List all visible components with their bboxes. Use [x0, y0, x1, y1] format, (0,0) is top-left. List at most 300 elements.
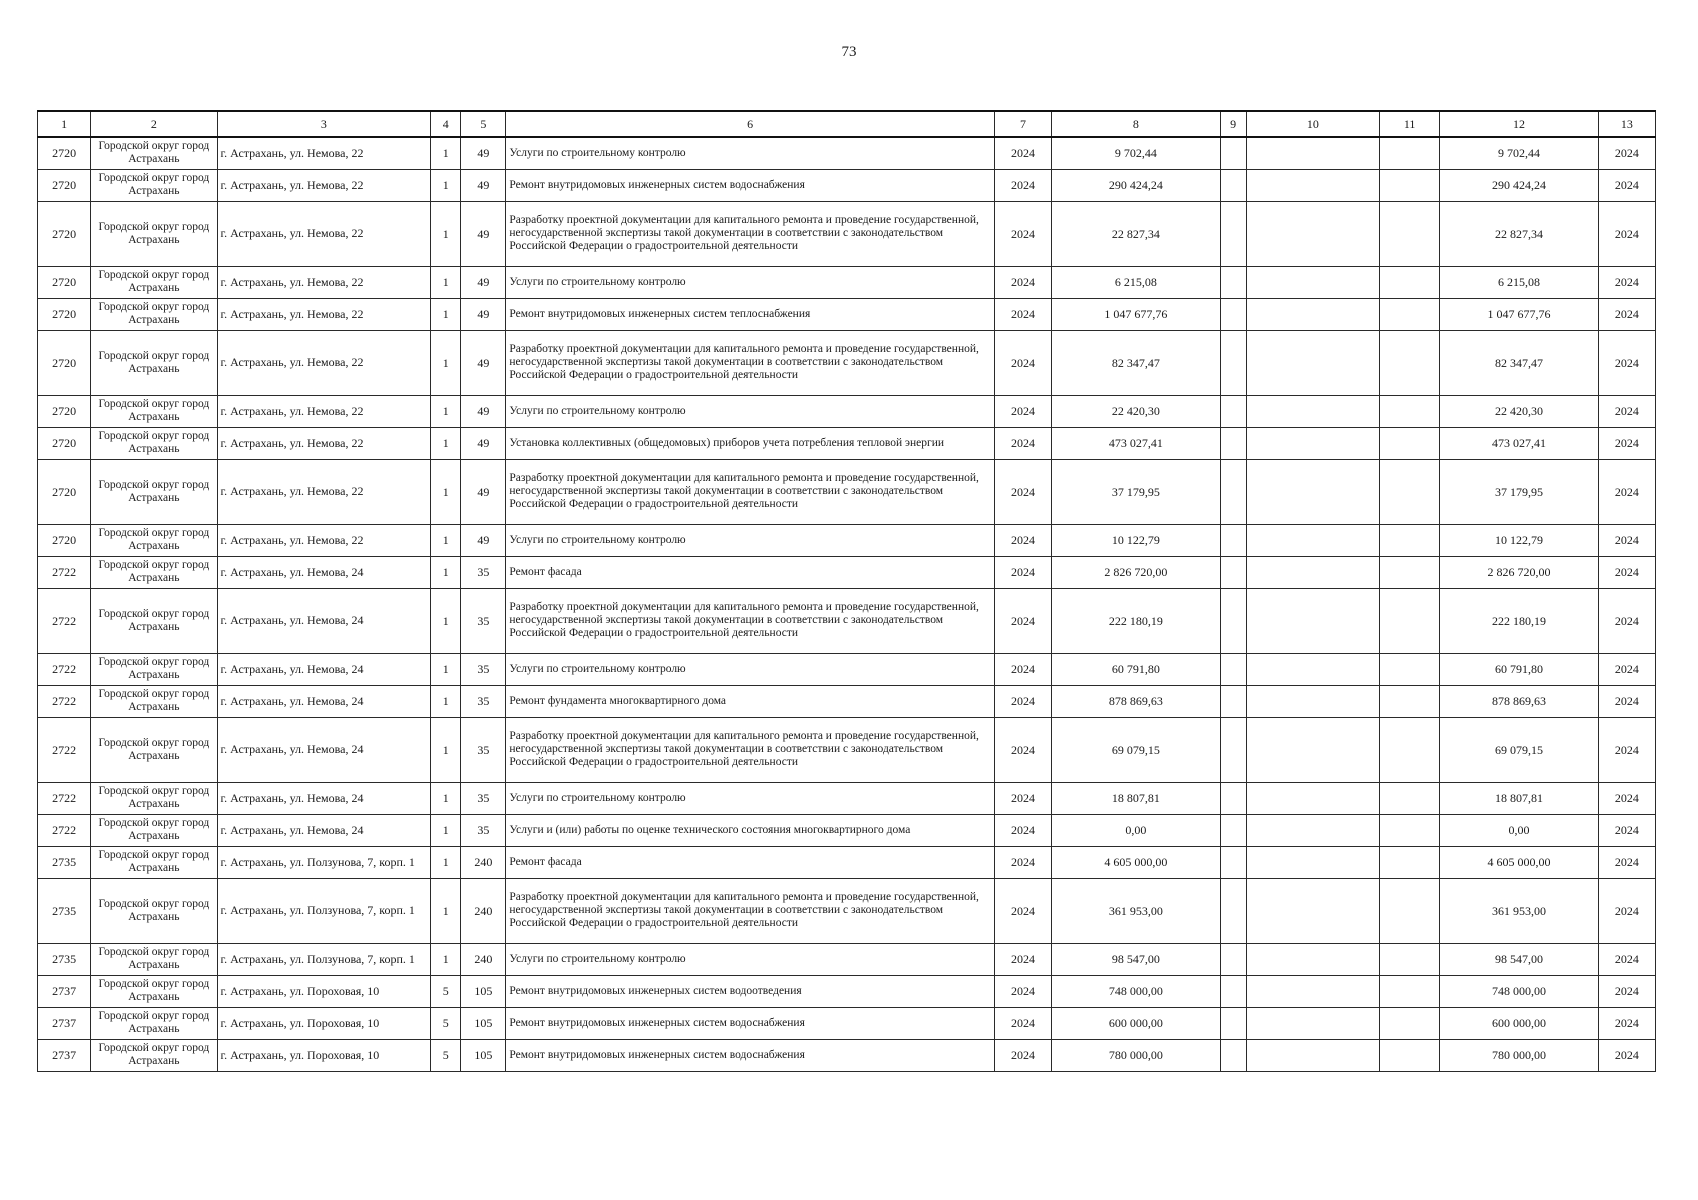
total-cell: 82 347,47 — [1440, 330, 1598, 395]
total-cell: 290 424,24 — [1440, 169, 1598, 201]
column-9-cell — [1220, 1039, 1246, 1071]
column-4-cell: 1 — [431, 201, 461, 266]
year-cell: 2024 — [994, 298, 1051, 330]
address-cell: г. Астрахань, ул. Немова, 22 — [217, 137, 431, 169]
row-id: 2722 — [38, 653, 91, 685]
amount-cell: 10 122,79 — [1052, 524, 1221, 556]
year-cell: 2024 — [994, 137, 1051, 169]
table-row — [38, 201, 1656, 266]
table-row — [38, 1007, 1656, 1039]
amount-cell: 0,00 — [1052, 814, 1221, 846]
table-row — [38, 814, 1656, 846]
column-4-cell: 1 — [431, 330, 461, 395]
year-cell: 2024 — [994, 653, 1051, 685]
year-cell: 2024 — [994, 524, 1051, 556]
year-cell: 2024 — [994, 556, 1051, 588]
column-11-cell — [1380, 846, 1440, 878]
column-11-cell — [1380, 717, 1440, 782]
page-number: 73 — [841, 44, 857, 60]
municipality-cell: Городской округ город Астрахань — [91, 1039, 217, 1071]
address-cell: г. Астрахань, ул. Немова, 24 — [217, 556, 431, 588]
column-4-cell: 1 — [431, 137, 461, 169]
column-5-cell: 240 — [461, 878, 506, 943]
amount-cell: 2 826 720,00 — [1052, 556, 1221, 588]
municipality-cell: Городской округ город Астрахань — [91, 459, 217, 524]
table-row — [38, 169, 1656, 201]
end-year-cell: 2024 — [1598, 878, 1655, 943]
address-cell: г. Астрахань, ул. Немова, 22 — [217, 298, 431, 330]
total-cell: 0,00 — [1440, 814, 1598, 846]
address-cell: г. Астрахань, ул. Пороховая, 10 — [217, 1039, 431, 1071]
total-cell: 473 027,41 — [1440, 427, 1598, 459]
year-cell: 2024 — [994, 1039, 1051, 1071]
municipality-cell: Городской округ город Астрахань — [91, 1007, 217, 1039]
table-row — [38, 878, 1656, 943]
work-type-cell: Разработку проектной документации для капитального ремонта и проведение государственной, негосударственной экспертизы такой документации в соответствии с законодательством Российской Федерации о градостроительной деятельности — [506, 717, 995, 782]
total-cell: 4 605 000,00 — [1440, 846, 1598, 878]
work-type-cell: Услуги по строительному контролю — [506, 395, 995, 427]
column-5-cell: 49 — [461, 330, 506, 395]
column-5-cell: 240 — [461, 846, 506, 878]
column-5-cell: 49 — [461, 266, 506, 298]
column-11-cell — [1380, 1039, 1440, 1071]
address-cell: г. Астрахань, ул. Ползунова, 7, корп. 1 — [217, 846, 431, 878]
column-11-cell — [1380, 878, 1440, 943]
column-4-cell: 5 — [431, 1039, 461, 1071]
column-4-cell: 1 — [431, 298, 461, 330]
amount-cell: 473 027,41 — [1052, 427, 1221, 459]
column-9-cell — [1220, 427, 1246, 459]
total-cell: 37 179,95 — [1440, 459, 1598, 524]
address-cell: г. Астрахань, ул. Немова, 22 — [217, 266, 431, 298]
end-year-cell: 2024 — [1598, 395, 1655, 427]
table-row — [38, 588, 1656, 653]
municipality-cell: Городской округ город Астрахань — [91, 782, 217, 814]
total-cell: 22 420,30 — [1440, 395, 1598, 427]
table-row — [38, 943, 1656, 975]
municipality-cell: Городской округ город Астрахань — [91, 717, 217, 782]
column-10-cell — [1246, 685, 1379, 717]
column-5-cell: 240 — [461, 943, 506, 975]
column-4-cell: 1 — [431, 395, 461, 427]
end-year-cell: 2024 — [1598, 588, 1655, 653]
year-cell: 2024 — [994, 943, 1051, 975]
column-4-cell: 1 — [431, 846, 461, 878]
column-9-cell — [1220, 846, 1246, 878]
work-type-cell: Разработку проектной документации для капитального ремонта и проведение государственной, негосударственной экспертизы такой документации в соответствии с законодательством Российской Федерации о градостроительной деятельности — [506, 588, 995, 653]
column-9-cell — [1220, 266, 1246, 298]
column-4-cell: 1 — [431, 814, 461, 846]
column-4-cell: 1 — [431, 878, 461, 943]
end-year-cell: 2024 — [1598, 298, 1655, 330]
row-id: 2720 — [38, 395, 91, 427]
row-id: 2720 — [38, 137, 91, 169]
column-11-cell — [1380, 169, 1440, 201]
column-11-cell — [1380, 330, 1440, 395]
column-11-cell — [1380, 1007, 1440, 1039]
work-type-cell: Услуги по строительному контролю — [506, 137, 995, 169]
column-10-cell — [1246, 1007, 1379, 1039]
year-cell: 2024 — [994, 975, 1051, 1007]
column-11-cell — [1380, 137, 1440, 169]
work-type-cell: Ремонт внутридомовых инженерных систем водоснабжения — [506, 1039, 995, 1071]
work-type-cell: Ремонт внутридомовых инженерных систем водоснабжения — [506, 1007, 995, 1039]
municipality-cell: Городской округ город Астрахань — [91, 137, 217, 169]
amount-cell: 1 047 677,76 — [1052, 298, 1221, 330]
municipality-cell: Городской округ город Астрахань — [91, 975, 217, 1007]
total-cell: 748 000,00 — [1440, 975, 1598, 1007]
row-id: 2735 — [38, 943, 91, 975]
column-5-cell: 49 — [461, 524, 506, 556]
work-type-cell: Разработку проектной документации для капитального ремонта и проведение государственной, негосударственной экспертизы такой документации в соответствии с законодательством Российской Федерации о градостроительной деятельности — [506, 330, 995, 395]
address-cell: г. Астрахань, ул. Немова, 24 — [217, 717, 431, 782]
column-header: 6 — [506, 111, 995, 137]
table-row — [38, 459, 1656, 524]
address-cell: г. Астрахань, ул. Пороховая, 10 — [217, 975, 431, 1007]
address-cell: г. Астрахань, ул. Ползунова, 7, корп. 1 — [217, 943, 431, 975]
column-10-cell — [1246, 846, 1379, 878]
column-9-cell — [1220, 395, 1246, 427]
amount-cell: 290 424,24 — [1052, 169, 1221, 201]
column-10-cell — [1246, 782, 1379, 814]
column-10-cell — [1246, 524, 1379, 556]
row-id: 2720 — [38, 298, 91, 330]
column-4-cell: 1 — [431, 943, 461, 975]
column-5-cell: 49 — [461, 459, 506, 524]
column-4-cell: 1 — [431, 556, 461, 588]
column-10-cell — [1246, 459, 1379, 524]
column-5-cell: 49 — [461, 298, 506, 330]
column-4-cell: 1 — [431, 685, 461, 717]
column-5-cell: 35 — [461, 814, 506, 846]
column-10-cell — [1246, 653, 1379, 685]
work-type-cell: Ремонт фасада — [506, 846, 995, 878]
end-year-cell: 2024 — [1598, 782, 1655, 814]
column-5-cell: 105 — [461, 1039, 506, 1071]
row-id: 2722 — [38, 685, 91, 717]
row-id: 2720 — [38, 266, 91, 298]
municipality-cell: Городской округ город Астрахань — [91, 556, 217, 588]
column-5-cell: 35 — [461, 685, 506, 717]
address-cell: г. Астрахань, ул. Немова, 24 — [217, 685, 431, 717]
year-cell: 2024 — [994, 588, 1051, 653]
end-year-cell: 2024 — [1598, 330, 1655, 395]
end-year-cell: 2024 — [1598, 137, 1655, 169]
year-cell: 2024 — [994, 685, 1051, 717]
total-cell: 361 953,00 — [1440, 878, 1598, 943]
total-cell: 60 791,80 — [1440, 653, 1598, 685]
column-10-cell — [1246, 427, 1379, 459]
amount-cell: 9 702,44 — [1052, 137, 1221, 169]
column-header: 5 — [461, 111, 506, 137]
end-year-cell: 2024 — [1598, 201, 1655, 266]
year-cell: 2024 — [994, 1007, 1051, 1039]
amount-cell: 361 953,00 — [1052, 878, 1221, 943]
municipality-cell: Городской округ город Астрахань — [91, 814, 217, 846]
table-row — [38, 1039, 1656, 1071]
column-10-cell — [1246, 814, 1379, 846]
column-10-cell — [1246, 556, 1379, 588]
municipality-cell: Городской округ город Астрахань — [91, 169, 217, 201]
column-11-cell — [1380, 588, 1440, 653]
end-year-cell: 2024 — [1598, 427, 1655, 459]
column-11-cell — [1380, 943, 1440, 975]
column-10-cell — [1246, 201, 1379, 266]
address-cell: г. Астрахань, ул. Ползунова, 7, корп. 1 — [217, 878, 431, 943]
column-11-cell — [1380, 653, 1440, 685]
address-cell: г. Астрахань, ул. Немова, 24 — [217, 653, 431, 685]
column-11-cell — [1380, 814, 1440, 846]
column-header: 1 — [38, 111, 91, 137]
row-id: 2722 — [38, 717, 91, 782]
end-year-cell: 2024 — [1598, 1007, 1655, 1039]
column-5-cell: 49 — [461, 427, 506, 459]
table-row — [38, 717, 1656, 782]
column-header: 12 — [1440, 111, 1598, 137]
column-9-cell — [1220, 878, 1246, 943]
column-header: 2 — [91, 111, 217, 137]
end-year-cell: 2024 — [1598, 846, 1655, 878]
address-cell: г. Астрахань, ул. Пороховая, 10 — [217, 1007, 431, 1039]
end-year-cell: 2024 — [1598, 685, 1655, 717]
year-cell: 2024 — [994, 846, 1051, 878]
column-9-cell — [1220, 653, 1246, 685]
total-cell: 22 827,34 — [1440, 201, 1598, 266]
municipality-cell: Городской округ город Астрахань — [91, 878, 217, 943]
end-year-cell: 2024 — [1598, 169, 1655, 201]
end-year-cell: 2024 — [1598, 266, 1655, 298]
column-4-cell: 1 — [431, 459, 461, 524]
work-type-cell: Ремонт внутридомовых инженерных систем водоснабжения — [506, 169, 995, 201]
column-4-cell: 1 — [431, 169, 461, 201]
column-11-cell — [1380, 298, 1440, 330]
column-9-cell — [1220, 524, 1246, 556]
row-id: 2720 — [38, 459, 91, 524]
address-cell: г. Астрахань, ул. Немова, 22 — [217, 169, 431, 201]
work-type-cell: Разработку проектной документации для капитального ремонта и проведение государственной, негосударственной экспертизы такой документации в соответствии с законодательством Российской Федерации о градостроительной деятельности — [506, 878, 995, 943]
municipality-cell: Городской округ город Астрахань — [91, 330, 217, 395]
column-5-cell: 105 — [461, 975, 506, 1007]
total-cell: 18 807,81 — [1440, 782, 1598, 814]
column-5-cell: 35 — [461, 588, 506, 653]
amount-cell: 82 347,47 — [1052, 330, 1221, 395]
year-cell: 2024 — [994, 427, 1051, 459]
column-10-cell — [1246, 1039, 1379, 1071]
column-4-cell: 1 — [431, 782, 461, 814]
year-cell: 2024 — [994, 169, 1051, 201]
amount-cell: 60 791,80 — [1052, 653, 1221, 685]
column-10-cell — [1246, 717, 1379, 782]
municipality-cell: Городской округ город Астрахань — [91, 943, 217, 975]
row-id: 2735 — [38, 878, 91, 943]
address-cell: г. Астрахань, ул. Немова, 24 — [217, 782, 431, 814]
row-id: 2737 — [38, 1007, 91, 1039]
total-cell: 600 000,00 — [1440, 1007, 1598, 1039]
municipality-cell: Городской округ город Астрахань — [91, 846, 217, 878]
total-cell: 6 215,08 — [1440, 266, 1598, 298]
amount-cell: 222 180,19 — [1052, 588, 1221, 653]
work-type-cell: Услуги и (или) работы по оценке технического состояния многоквартирного дома — [506, 814, 995, 846]
column-4-cell: 1 — [431, 266, 461, 298]
amount-cell: 878 869,63 — [1052, 685, 1221, 717]
column-5-cell: 35 — [461, 717, 506, 782]
address-cell: г. Астрахань, ул. Немова, 22 — [217, 395, 431, 427]
end-year-cell: 2024 — [1598, 459, 1655, 524]
year-cell: 2024 — [994, 459, 1051, 524]
column-4-cell: 1 — [431, 653, 461, 685]
work-type-cell: Разработку проектной документации для капитального ремонта и проведение государственной, негосударственной экспертизы такой документации в соответствии с законодательством Российской Федерации о градостроительной деятельности — [506, 459, 995, 524]
amount-cell: 69 079,15 — [1052, 717, 1221, 782]
total-cell: 2 826 720,00 — [1440, 556, 1598, 588]
column-header: 10 — [1246, 111, 1379, 137]
work-type-cell: Услуги по строительному контролю — [506, 653, 995, 685]
table-row — [38, 653, 1656, 685]
work-type-cell: Установка коллективных (общедомовых) приборов учета потребления тепловой энергии — [506, 427, 995, 459]
table-row — [38, 524, 1656, 556]
column-11-cell — [1380, 266, 1440, 298]
year-cell: 2024 — [994, 814, 1051, 846]
total-cell: 222 180,19 — [1440, 588, 1598, 653]
column-10-cell — [1246, 878, 1379, 943]
column-5-cell: 49 — [461, 201, 506, 266]
column-number-header — [38, 111, 1656, 137]
total-cell: 1 047 677,76 — [1440, 298, 1598, 330]
work-type-cell: Ремонт фундамента многоквартирного дома — [506, 685, 995, 717]
column-4-cell: 1 — [431, 524, 461, 556]
column-11-cell — [1380, 201, 1440, 266]
work-type-cell: Услуги по строительному контролю — [506, 266, 995, 298]
column-11-cell — [1380, 556, 1440, 588]
row-id: 2720 — [38, 330, 91, 395]
column-5-cell: 49 — [461, 169, 506, 201]
column-5-cell: 35 — [461, 653, 506, 685]
row-id: 2722 — [38, 556, 91, 588]
total-cell: 9 702,44 — [1440, 137, 1598, 169]
municipality-cell: Городской округ город Астрахань — [91, 653, 217, 685]
column-10-cell — [1246, 395, 1379, 427]
total-cell: 780 000,00 — [1440, 1039, 1598, 1071]
amount-cell: 18 807,81 — [1052, 782, 1221, 814]
year-cell: 2024 — [994, 878, 1051, 943]
municipality-cell: Городской округ город Астрахань — [91, 685, 217, 717]
table-row — [38, 782, 1656, 814]
row-id: 2737 — [38, 975, 91, 1007]
column-4-cell: 1 — [431, 427, 461, 459]
table-row — [38, 137, 1656, 169]
total-cell: 69 079,15 — [1440, 717, 1598, 782]
capital-repair-table — [37, 110, 1656, 1072]
table-row — [38, 298, 1656, 330]
total-cell: 10 122,79 — [1440, 524, 1598, 556]
amount-cell: 4 605 000,00 — [1052, 846, 1221, 878]
row-id: 2720 — [38, 201, 91, 266]
address-cell: г. Астрахань, ул. Немова, 22 — [217, 330, 431, 395]
column-9-cell — [1220, 137, 1246, 169]
table-row — [38, 266, 1656, 298]
work-type-cell: Ремонт внутридомовых инженерных систем водоотведения — [506, 975, 995, 1007]
row-id: 2735 — [38, 846, 91, 878]
address-cell: г. Астрахань, ул. Немова, 24 — [217, 588, 431, 653]
end-year-cell: 2024 — [1598, 1039, 1655, 1071]
column-header: 8 — [1052, 111, 1221, 137]
address-cell: г. Астрахань, ул. Немова, 22 — [217, 427, 431, 459]
column-header: 9 — [1220, 111, 1246, 137]
column-10-cell — [1246, 169, 1379, 201]
row-id: 2722 — [38, 588, 91, 653]
municipality-cell: Городской округ город Астрахань — [91, 201, 217, 266]
amount-cell: 98 547,00 — [1052, 943, 1221, 975]
column-header: 13 — [1598, 111, 1655, 137]
column-9-cell — [1220, 717, 1246, 782]
column-11-cell — [1380, 782, 1440, 814]
year-cell: 2024 — [994, 266, 1051, 298]
column-9-cell — [1220, 201, 1246, 266]
column-4-cell: 1 — [431, 717, 461, 782]
municipality-cell: Городской округ город Астрахань — [91, 524, 217, 556]
year-cell: 2024 — [994, 201, 1051, 266]
column-10-cell — [1246, 975, 1379, 1007]
address-cell: г. Астрахань, ул. Немова, 24 — [217, 814, 431, 846]
column-11-cell — [1380, 459, 1440, 524]
end-year-cell: 2024 — [1598, 943, 1655, 975]
column-9-cell — [1220, 298, 1246, 330]
column-10-cell — [1246, 943, 1379, 975]
municipality-cell: Городской округ город Астрахань — [91, 395, 217, 427]
row-id: 2722 — [38, 814, 91, 846]
column-9-cell — [1220, 169, 1246, 201]
column-5-cell: 35 — [461, 556, 506, 588]
column-9-cell — [1220, 556, 1246, 588]
end-year-cell: 2024 — [1598, 556, 1655, 588]
column-5-cell: 35 — [461, 782, 506, 814]
column-4-cell: 5 — [431, 1007, 461, 1039]
column-11-cell — [1380, 685, 1440, 717]
address-cell: г. Астрахань, ул. Немова, 22 — [217, 524, 431, 556]
column-5-cell: 49 — [461, 137, 506, 169]
year-cell: 2024 — [994, 330, 1051, 395]
column-10-cell — [1246, 266, 1379, 298]
column-9-cell — [1220, 685, 1246, 717]
end-year-cell: 2024 — [1598, 524, 1655, 556]
amount-cell: 748 000,00 — [1052, 975, 1221, 1007]
municipality-cell: Городской округ город Астрахань — [91, 266, 217, 298]
column-9-cell — [1220, 814, 1246, 846]
total-cell: 98 547,00 — [1440, 943, 1598, 975]
amount-cell: 22 420,30 — [1052, 395, 1221, 427]
year-cell: 2024 — [994, 782, 1051, 814]
amount-cell: 600 000,00 — [1052, 1007, 1221, 1039]
table-row — [38, 395, 1656, 427]
address-cell: г. Астрахань, ул. Немова, 22 — [217, 459, 431, 524]
work-type-cell: Услуги по строительному контролю — [506, 524, 995, 556]
work-type-cell: Ремонт фасада — [506, 556, 995, 588]
column-11-cell — [1380, 427, 1440, 459]
column-header: 7 — [994, 111, 1051, 137]
table-row — [38, 427, 1656, 459]
end-year-cell: 2024 — [1598, 814, 1655, 846]
row-id: 2720 — [38, 524, 91, 556]
amount-cell: 6 215,08 — [1052, 266, 1221, 298]
end-year-cell: 2024 — [1598, 717, 1655, 782]
work-type-cell: Услуги по строительному контролю — [506, 782, 995, 814]
column-4-cell: 5 — [431, 975, 461, 1007]
column-5-cell: 105 — [461, 1007, 506, 1039]
year-cell: 2024 — [994, 395, 1051, 427]
column-header: 3 — [217, 111, 431, 137]
column-11-cell — [1380, 524, 1440, 556]
column-10-cell — [1246, 330, 1379, 395]
work-type-cell: Разработку проектной документации для капитального ремонта и проведение государственной, негосударственной экспертизы такой документации в соответствии с законодательством Российской Федерации о градостроительной деятельности — [506, 201, 995, 266]
